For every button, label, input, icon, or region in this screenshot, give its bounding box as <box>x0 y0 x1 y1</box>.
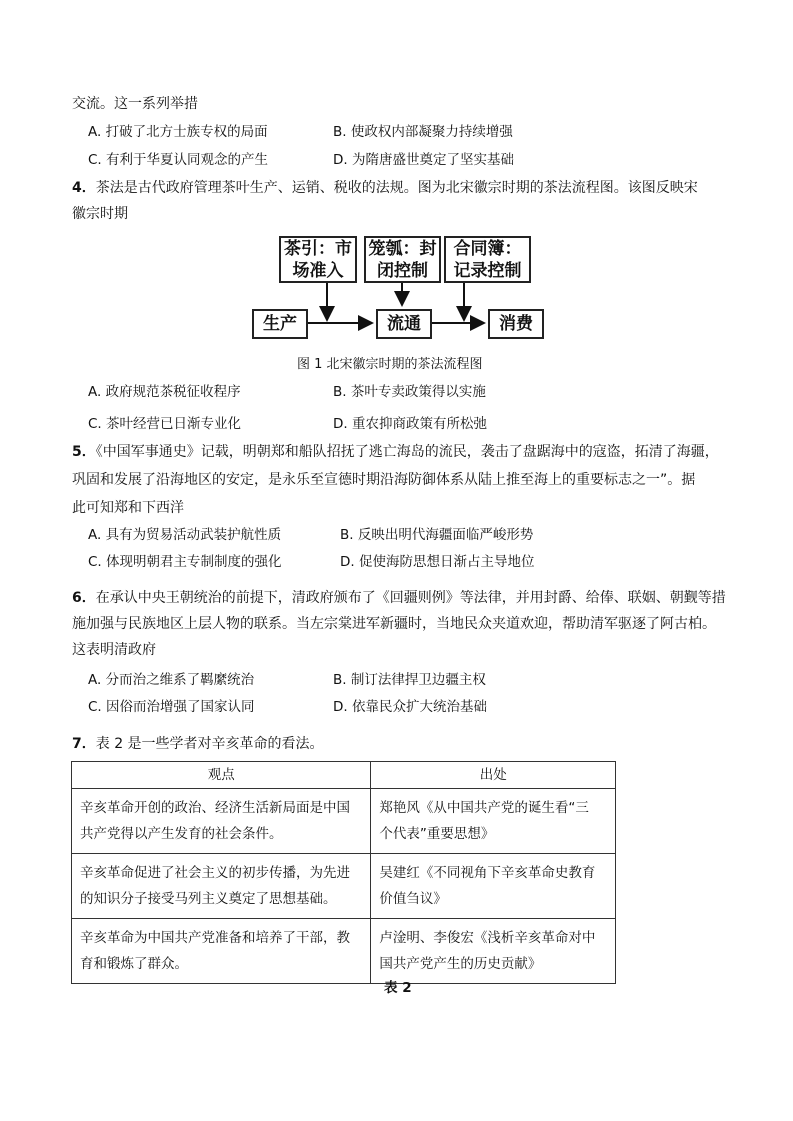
flow-box-contract-book-line2: 记录控制 <box>453 261 522 281</box>
table-row <box>72 854 616 919</box>
q4-stem-line1: 茶法是古代政府管理茶叶生产、运销、税收的法规。图为北宋徽宗时期的茶法流程图。该图反映宋 <box>95 180 698 196</box>
table-header-row <box>72 762 616 789</box>
cell-line: 的知识分子接受马列主义奠定了思想基础。 <box>80 891 337 907</box>
q6-option-c[interactable]: C. 因俗而治增强了国家认同 <box>88 699 255 715</box>
cell-line: 共产党得以产生发育的社会条件。 <box>80 826 283 842</box>
cell-line: 个代表”重要思想》 <box>379 826 495 842</box>
flow-box-circulation: 流通 <box>376 309 432 339</box>
q5-option-d[interactable]: D. 促使海防思想日渐占主导地位 <box>340 554 535 570</box>
flow-box-tea-permit-line2: 场准入 <box>292 261 344 281</box>
q6-stem-line3: 这表明清政府 <box>72 642 156 658</box>
q4-option-b[interactable]: B. 茶叶专卖政策得以实施 <box>333 384 486 400</box>
q3-option-a[interactable]: A. 打破了北方士族专权的局面 <box>88 124 268 140</box>
table-cell-view <box>72 789 371 854</box>
table-caption: 表 2 <box>384 980 412 996</box>
q5-option-a[interactable]: A. 具有为贸易活动武装护航性质 <box>88 527 282 543</box>
q6-option-b[interactable]: B. 制订法律捍卫边疆主权 <box>333 672 486 688</box>
flow-box-tea-permit-line1: 茶引：市 <box>284 239 352 259</box>
q4-option-c[interactable]: C. 茶叶经营已日渐专业化 <box>88 416 242 432</box>
q7-number: 7． <box>72 736 96 752</box>
cell-line: 卢淦明、李俊宏《浅析辛亥革命对中 <box>379 930 596 946</box>
table-row <box>72 789 616 854</box>
cell-line: 郑艳风《从中国共产党的诞生看“三 <box>379 800 589 816</box>
cell-line: 国共产党产生的历史贡献》 <box>379 956 542 972</box>
q6-stem-line1: 在承认中央王朝统治的前提下，清政府颁布了《回疆则例》等法律，并用封爵、给俸、联姻、朝觐等措 <box>95 590 726 606</box>
flow-box-consumption: 消费 <box>488 309 544 339</box>
table-cell-source <box>371 789 616 854</box>
table-cell-view <box>72 854 371 919</box>
table-row <box>72 919 616 984</box>
q3-option-b[interactable]: B. 使政权内部凝聚力持续增强 <box>333 124 513 140</box>
q4-option-d[interactable]: D. 重农抑商政策有所松弛 <box>333 416 487 432</box>
q5-number: 5． <box>72 444 96 460</box>
cell-line: 价值刍议》 <box>379 891 447 907</box>
q6-stem <box>72 588 726 608</box>
cell-line: 吴建红《不同视角下辛亥革命史教育 <box>379 865 596 881</box>
table-cell-view <box>72 919 371 984</box>
q5-stem-line3: 此可知郑和下西洋 <box>72 500 184 516</box>
q5-stem <box>72 442 719 462</box>
q4-number: 4． <box>72 180 96 196</box>
q6-stem-line2: 施加强与民族地区上层人物的联系。当左宗棠进军新疆时，当地民众夹道欢迎，帮助清军驱逐了阿古柏。 <box>72 616 716 632</box>
cell-line: 育和锻炼了群众。 <box>80 956 188 972</box>
q6-option-d[interactable]: D. 依靠民众扩大统治基础 <box>333 699 487 715</box>
cell-line: 辛亥革命为中国共产党准备和培养了干部，教 <box>80 930 350 946</box>
q5-option-b[interactable]: B. 反映出明代海疆面临严峻形势 <box>340 527 534 543</box>
table-header-view: 观点 <box>72 762 371 789</box>
table-header-source: 出处 <box>371 762 616 789</box>
q6-option-a[interactable]: A. 分而治之维系了羁縻统治 <box>88 672 255 688</box>
q3-option-d[interactable]: D. 为隋唐盛世奠定了坚实基础 <box>333 152 514 168</box>
cell-line: 辛亥革命开创的政治、经济生活新局面是中国 <box>80 800 350 816</box>
cell-line: 辛亥革命促进了社会主义的初步传播，为先进 <box>80 865 350 881</box>
q3-option-c[interactable]: C. 有利于华夏认同观念的产生 <box>88 152 269 168</box>
flow-box-sealed-basket-line2: 闭控制 <box>377 261 428 281</box>
q4-option-a[interactable]: A. 政府规范茶税征收程序 <box>88 384 241 400</box>
q7-stem-text: 表 2 是一些学者对辛亥革命的看法。 <box>95 736 324 752</box>
q3-stem-tail: 交流。这一系列举措 <box>72 96 198 112</box>
scholar-views-table <box>71 761 616 984</box>
flow-box-production: 生产 <box>252 309 308 339</box>
flow-box-contract-book-line1: 合同簿： <box>453 239 522 259</box>
q6-number: 6． <box>72 590 96 606</box>
flow-box-sealed-basket-line1: 笼瓠：封 <box>368 239 437 259</box>
table-cell-source <box>371 919 616 984</box>
q5-option-c[interactable]: C. 体现明朝君主专制制度的强化 <box>88 554 282 570</box>
q4-stem-line2: 徽宗时期 <box>72 206 128 222</box>
q7-stem <box>72 734 324 754</box>
table-cell-source <box>371 854 616 919</box>
q5-stem-line1: 《中国军事通史》记载，明朝郑和船队招抚了逃亡海岛的流民，袭击了盘踞海中的寇盗，拓清了海疆， <box>95 444 719 460</box>
q5-stem-line2: 巩固和发展了沿海地区的安定，是永乐至宣德时期沿海防御体系从陆上推至海上的重要标志之一”。据 <box>72 472 696 488</box>
figure-caption: 图 1 北宋徽宗时期的茶法流程图 <box>297 357 483 372</box>
